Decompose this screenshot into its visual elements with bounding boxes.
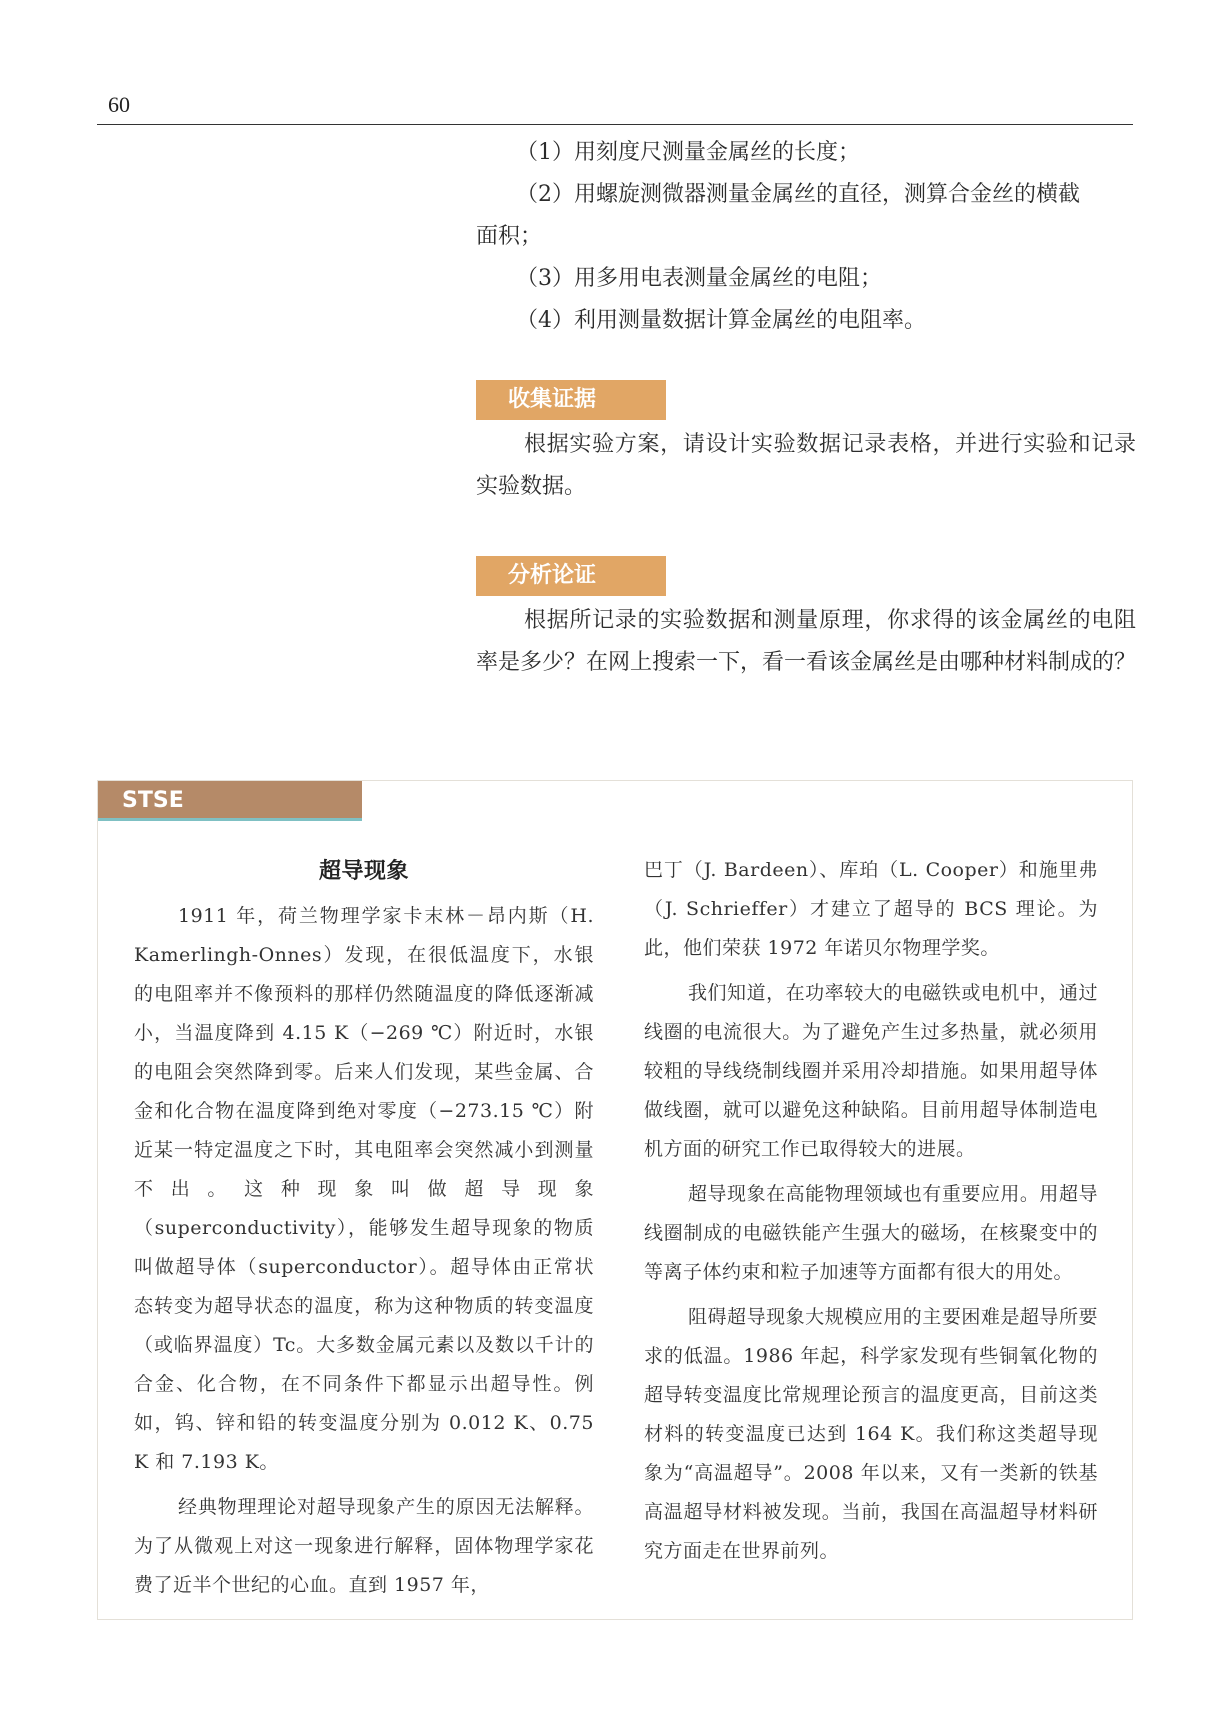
main-content	[476, 132, 1136, 684]
stse-paragraph: 我们知道，在功率较大的电磁铁或电机中，通过线圈的电流很大。为了避免产生过多热量，就必须用较粗的导线绕制线圈并采用冷却措施。如果用超导体做线圈，就可以避免这种缺陷。目前用超导体制造电机方面的研究工作已取得较大的进展。	[644, 982, 1098, 1160]
step-3: （3）用多用电表测量金属丝的电阻；	[516, 266, 882, 291]
step-1: （1）用刻度尺测量金属丝的长度；	[516, 140, 860, 165]
stse-paragraph: 巴丁（J. Bardeen）、库珀（L. Cooper）和施里弗（J. Schrieffer）才建立了超导的 BCS 理论。为此，他们荣获 1972 年诺贝尔物理学奖。	[644, 859, 1098, 959]
step-4: （4）利用测量数据计算金属丝的电阻率。	[516, 308, 926, 333]
header-rule	[97, 124, 1133, 125]
step-2-continuation: 面积；	[476, 224, 543, 249]
analysis-text: 根据所记录的实验数据和测量原理，你求得的该金属丝的电阻率是多少？在网上搜索一下，看一看该金属丝是由哪种材料制成的？	[476, 608, 1137, 675]
article-title: 超导现象	[318, 859, 409, 884]
stse-paragraph: 阻碍超导现象大规模应用的主要困难是超导所要求的低温。1986 年起，科学家发现有些铜氧化物的超导转变温度比常规理论预言的温度更高，目前这类材料的转变温度已达到 164 K。我们称这类超导现象为“高温超导”。2008 年以来，又有一类新的铁基高温超导材料被发现。当前，我国在高温超导材料研究方面走在世界前列。	[644, 1306, 1098, 1562]
stse-paragraph: 超导现象在高能物理领域也有重要应用。用超导线圈制成的电磁铁能产生强大的磁场，在核聚变中的等离子体约束和粒子加速等方面都有很大的用处。	[644, 1183, 1098, 1283]
stse-paragraph: 经典物理理论对超导现象产生的原因无法解释。为了从微观上对这一现象进行解释，固体物理学家花费了近半个世纪的心血。直到 1957 年，	[134, 1496, 594, 1596]
stse-tab: STSE	[98, 781, 362, 821]
stse-paragraph: 1911 年，荷兰物理学家卡末林－昂内斯（H. Kamerlingh-Onnes）发现，在很低温度下，水银的电阻率并不像预料的那样仍然随温度的降低逐渐减小，当温度降到 4.15 K（−269 ℃）附近时，水银的电阻会突然降到零。后来人们发现，某些金属、合金和化合物在温度降到绝对零度（−273.15 ℃）附近某一特定温度之下时，其电阻率会突然减小到测量不出。这种现象叫做超导现象（superconductivity），能够发生超导现象的物质叫做超导体（superconductor）。超导体由正常状态转变为超导状态的温度，称为这种物质的转变温度（或临界温度）Tc。大多数金属元素以及数以千计的合金、化合物，在不同条件下都显示出超导性。例如，钨、锌和铅的转变温度分别为 0.012 K、0.75 K 和 7.193 K。	[134, 905, 594, 1473]
page-number: 60	[108, 92, 130, 117]
step-2: （2）用螺旋测微器测量金属丝的直径，测算合金丝的横截	[516, 182, 1080, 207]
collect-evidence-text: 根据实验方案，请设计实验数据记录表格，并进行实验和记录实验数据。	[476, 432, 1136, 499]
analysis-label: 分析论证	[476, 556, 666, 596]
stse-box	[97, 780, 1133, 1620]
collect-evidence-label: 收集证据	[476, 380, 666, 420]
stse-left-column	[134, 853, 594, 1605]
stse-right-column	[644, 851, 1098, 1571]
